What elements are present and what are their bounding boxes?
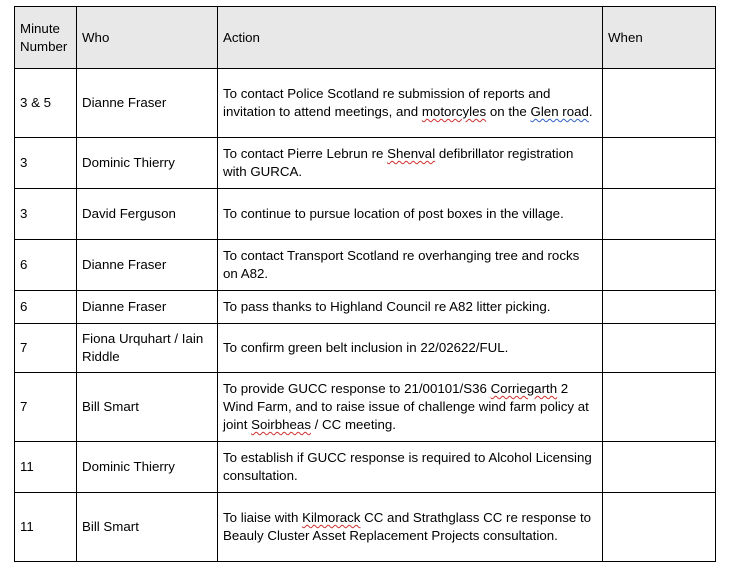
cell-when bbox=[603, 324, 716, 373]
header-when: When bbox=[603, 7, 716, 69]
cell-action bbox=[218, 324, 603, 373]
action-text: To contact Transport Scotland re overhanging tree and rocks on A82. bbox=[223, 248, 580, 281]
cell-action bbox=[218, 189, 603, 240]
cell-minute-number: 11 bbox=[15, 442, 77, 493]
table-row bbox=[15, 138, 716, 189]
action-points-table bbox=[14, 6, 716, 562]
cell-when bbox=[603, 240, 716, 291]
cell-minute-number: 3 bbox=[15, 189, 77, 240]
cell-action bbox=[218, 291, 603, 324]
cell-who: Bill Smart bbox=[77, 493, 218, 562]
action-text: To continue to pursue location of post boxes in the village. bbox=[223, 206, 564, 221]
header-action: Action bbox=[218, 7, 603, 69]
header-who: Who bbox=[77, 7, 218, 69]
cell-when bbox=[603, 138, 716, 189]
cell-when bbox=[603, 373, 716, 442]
cell-who: Dominic Thierry bbox=[77, 442, 218, 493]
cell-when bbox=[603, 493, 716, 562]
table-row bbox=[15, 240, 716, 291]
cell-who: Dominic Thierry bbox=[77, 138, 218, 189]
action-text: To liaise with bbox=[223, 510, 303, 525]
action-text: / CC meeting. bbox=[310, 417, 396, 432]
table-row bbox=[15, 442, 716, 493]
action-text: To establish if GUCC response is required to Alcohol Licensing consultation. bbox=[223, 450, 592, 483]
cell-when bbox=[603, 442, 716, 493]
table-row bbox=[15, 189, 716, 240]
cell-who: David Ferguson bbox=[77, 189, 218, 240]
cell-when bbox=[603, 69, 716, 138]
action-text: on the bbox=[486, 104, 531, 119]
table-header-row bbox=[15, 7, 716, 69]
cell-action bbox=[218, 373, 603, 442]
cell-action bbox=[218, 240, 603, 291]
cell-minute-number: 7 bbox=[15, 324, 77, 373]
cell-action bbox=[218, 138, 603, 189]
cell-minute-number: 7 bbox=[15, 373, 77, 442]
action-text: To contact Pierre Lebrun re bbox=[223, 146, 388, 161]
table-row bbox=[15, 69, 716, 138]
action-flagged-word: Shenval bbox=[387, 146, 436, 161]
table-body bbox=[15, 69, 716, 562]
cell-action bbox=[218, 442, 603, 493]
cell-who: Bill Smart bbox=[77, 373, 218, 442]
action-text: To pass thanks to Highland Council re A82 litter picking. bbox=[223, 299, 551, 314]
cell-who: Dianne Fraser bbox=[77, 291, 218, 324]
cell-minute-number: 6 bbox=[15, 240, 77, 291]
header-minute-number: Minute Number bbox=[15, 7, 77, 69]
table-row bbox=[15, 373, 716, 442]
action-text: To confirm green belt inclusion in 22/02622/FUL. bbox=[223, 340, 509, 355]
action-flagged-word: motorcyles bbox=[421, 104, 487, 119]
action-text: . bbox=[588, 104, 593, 119]
cell-minute-number: 6 bbox=[15, 291, 77, 324]
cell-when bbox=[603, 189, 716, 240]
table-row bbox=[15, 291, 716, 324]
cell-who: Dianne Fraser bbox=[77, 69, 218, 138]
cell-who: Dianne Fraser bbox=[77, 240, 218, 291]
action-flagged-word: Kilmorack bbox=[302, 510, 361, 525]
cell-minute-number: 3 & 5 bbox=[15, 69, 77, 138]
cell-who: Fiona Urquhart / Iain Riddle bbox=[77, 324, 218, 373]
table-row bbox=[15, 493, 716, 562]
action-text: To contact Police Scotland re submission of reports and invitation to attend meetings, and bbox=[223, 86, 551, 119]
cell-when bbox=[603, 291, 716, 324]
table-row bbox=[15, 324, 716, 373]
action-text: 2 Wind Farm, and to raise issue of challenge wind farm policy at joint bbox=[223, 381, 589, 432]
cell-action bbox=[218, 69, 603, 138]
cell-minute-number: 3 bbox=[15, 138, 77, 189]
cell-action bbox=[218, 493, 603, 562]
action-text: To provide GUCC response to 21/00101/S36 bbox=[223, 381, 491, 396]
action-flagged-word: Corriegarth bbox=[490, 381, 558, 396]
action-link-text: Glen road bbox=[530, 104, 589, 119]
action-text: defibrillator registration with GURCA. bbox=[223, 146, 574, 179]
action-flagged-word: Soirbheas bbox=[251, 417, 311, 432]
action-text: CC and Strathglass CC re response to Beauly Cluster Asset Replacement Projects consultation. bbox=[223, 510, 592, 543]
cell-minute-number: 11 bbox=[15, 493, 77, 562]
